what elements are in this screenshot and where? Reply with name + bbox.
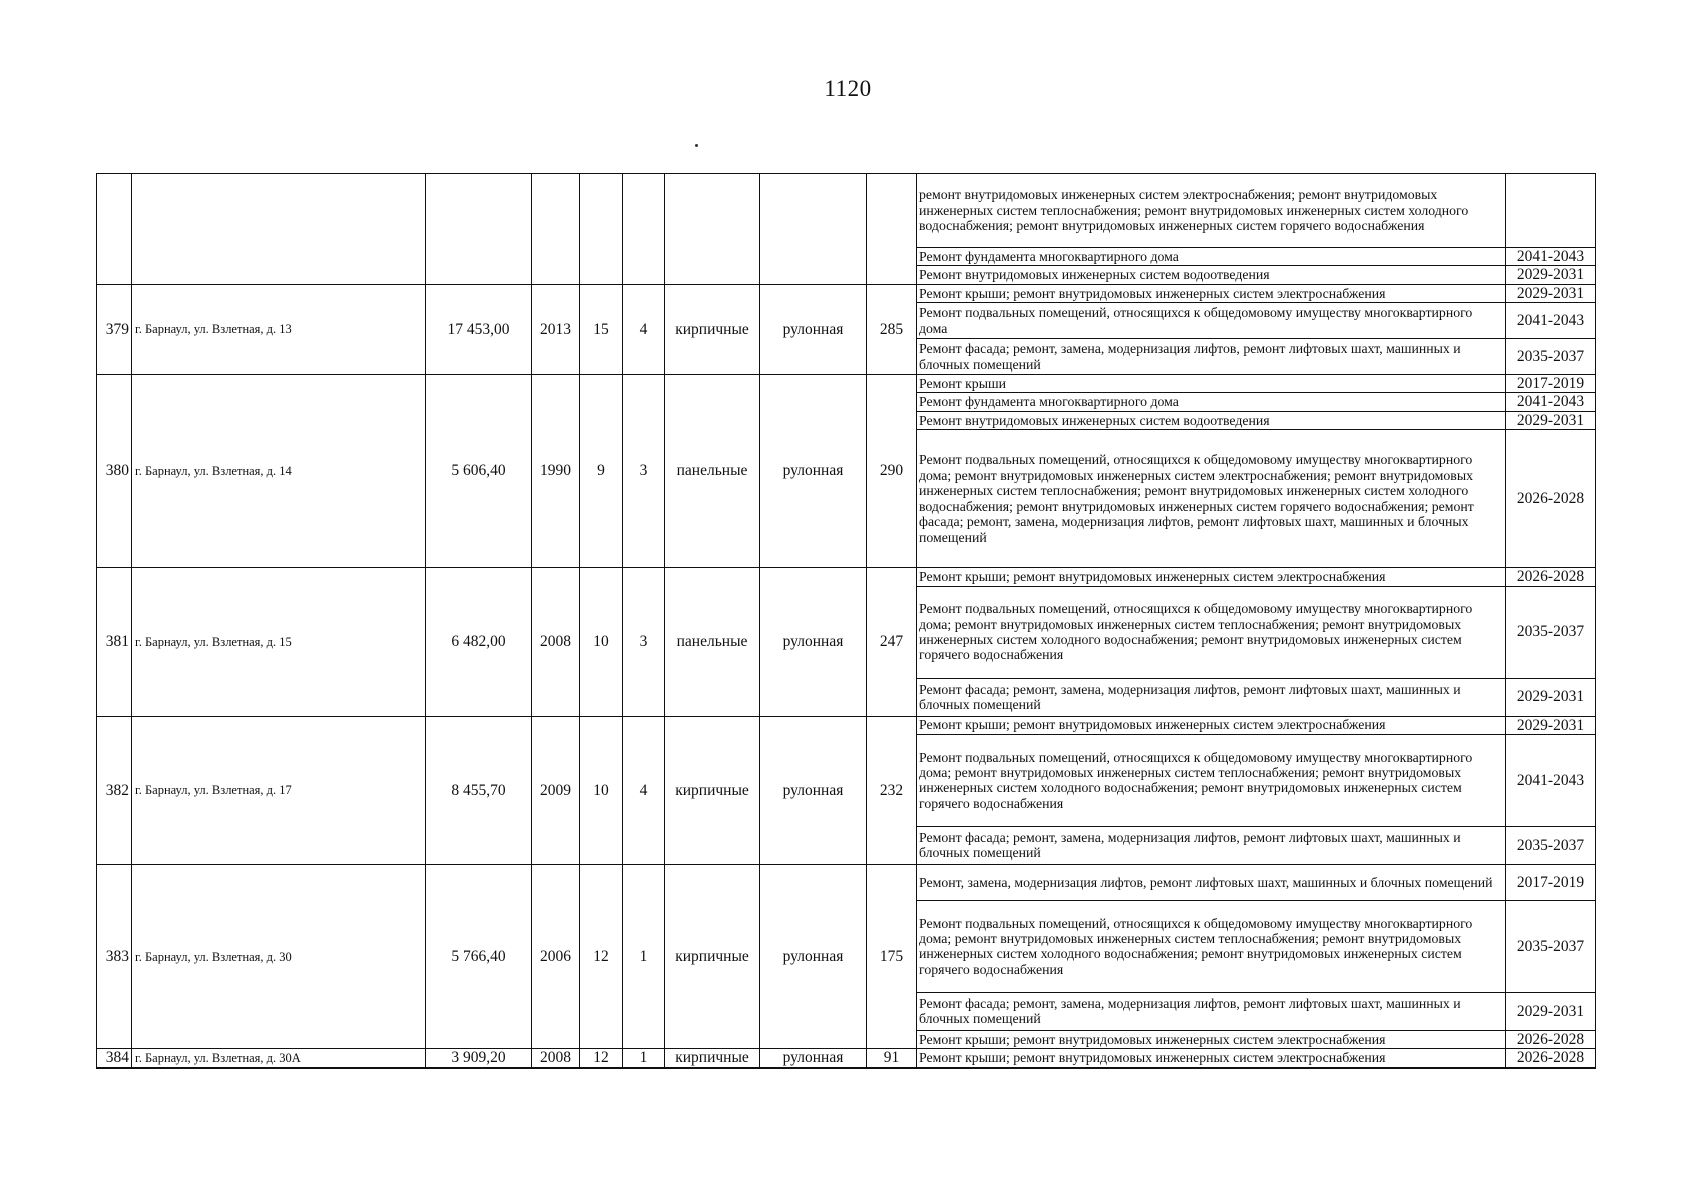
work-years: 2029-2031	[1506, 411, 1596, 429]
address: г. Барнаул, ул. Взлетная, д. 15	[132, 568, 426, 716]
entrances-count: 4	[623, 716, 665, 864]
work-description: Ремонт крыши; ремонт внутридомовых инженерных систем электроснабжения	[917, 284, 1506, 302]
table-row	[97, 1049, 1596, 1068]
build-year: 2006	[532, 864, 580, 1048]
roof-type: рулонная	[760, 716, 867, 864]
continuation-empty-cell	[97, 174, 132, 285]
work-description: Ремонт фасада; ремонт, замена, модернизация лифтов, ремонт лифтовых шахт, машинных и блочных помещений	[917, 339, 1506, 375]
work-description: Ремонт фасада; ремонт, замена, модернизация лифтов, ремонт лифтовых шахт, машинных и блочных помещений	[917, 826, 1506, 864]
address: г. Барнаул, ул. Взлетная, д. 13	[132, 284, 426, 374]
continuation-empty-cell	[665, 174, 760, 285]
work-description: Ремонт крыши; ремонт внутридомовых инженерных систем электроснабжения	[917, 1030, 1506, 1048]
residents-count: 91	[867, 1049, 917, 1068]
work-years: 2017-2019	[1506, 375, 1596, 393]
continuation-empty-cell	[132, 174, 426, 285]
work-years: 2017-2019	[1506, 864, 1596, 900]
work-years: 2029-2031	[1506, 266, 1596, 284]
row-number: 384	[97, 1049, 132, 1068]
continuation-empty-cell	[426, 174, 532, 285]
wall-material: панельные	[665, 568, 760, 716]
entrances-count: 1	[623, 1049, 665, 1068]
total-area: 5 766,40	[426, 864, 532, 1048]
work-description: Ремонт подвальных помещений, относящихся к общедомовому имуществу многоквартирного дома; ремонт внутридомовых инженерных систем теплоснабжения; ремонт внутридомовых инженерных систем холодного водоснабжения; ремонт внутридомовых инженерных систем горячего водоснабжения	[917, 900, 1506, 992]
address: г. Барнаул, ул. Взлетная, д. 30А	[132, 1049, 426, 1068]
entrances-count: 3	[623, 568, 665, 716]
row-number: 383	[97, 864, 132, 1048]
continuation-empty-cell	[580, 174, 623, 285]
build-year: 2008	[532, 568, 580, 716]
table-row	[97, 375, 1596, 393]
work-years: 2029-2031	[1506, 992, 1596, 1030]
capital-repair-table	[96, 173, 1596, 1069]
work-description: Ремонт крыши; ремонт внутридомовых инженерных систем электроснабжения	[917, 716, 1506, 734]
work-years: 2035-2037	[1506, 826, 1596, 864]
total-area: 8 455,70	[426, 716, 532, 864]
wall-material: кирпичные	[665, 1049, 760, 1068]
roof-type: рулонная	[760, 284, 867, 374]
work-years: 2041-2043	[1506, 303, 1596, 339]
table-row	[97, 864, 1596, 900]
work-description: Ремонт крыши	[917, 375, 1506, 393]
floors-count: 10	[580, 568, 623, 716]
residents-count: 247	[867, 568, 917, 716]
table-row	[97, 284, 1596, 302]
work-years: 2026-2028	[1506, 430, 1596, 568]
work-description: Ремонт подвальных помещений, относящихся к общедомовому имуществу многоквартирного дома; ремонт внутридомовых инженерных систем теплоснабжения; ремонт внутридомовых инженерных систем холодного водоснабжения; ремонт внутридомовых инженерных систем горячего водоснабжения	[917, 586, 1506, 678]
work-description: Ремонт внутридомовых инженерных систем водоотведения	[917, 411, 1506, 429]
wall-material: кирпичные	[665, 284, 760, 374]
work-years: 2029-2031	[1506, 716, 1596, 734]
page-number: 1120	[824, 76, 872, 101]
work-years: 2029-2031	[1506, 284, 1596, 302]
wall-material: кирпичные	[665, 864, 760, 1048]
work-description: Ремонт подвальных помещений, относящихся к общедомовому имуществу многоквартирного дома	[917, 303, 1506, 339]
residents-count: 290	[867, 375, 917, 568]
work-years: 2035-2037	[1506, 339, 1596, 375]
entrances-count: 1	[623, 864, 665, 1048]
roof-type: рулонная	[760, 1049, 867, 1068]
total-area: 17 453,00	[426, 284, 532, 374]
wall-material: кирпичные	[665, 716, 760, 864]
residents-count: 232	[867, 716, 917, 864]
floors-count: 12	[580, 864, 623, 1048]
work-years: 2029-2031	[1506, 678, 1596, 716]
scan-speck	[695, 144, 698, 147]
residents-count: 285	[867, 284, 917, 374]
work-description: Ремонт фундамента многоквартирного дома	[917, 393, 1506, 411]
work-description: Ремонт фундамента многоквартирного дома	[917, 248, 1506, 266]
row-number: 382	[97, 716, 132, 864]
work-years: 2041-2043	[1506, 734, 1596, 826]
work-years: 2041-2043	[1506, 248, 1596, 266]
roof-type: рулонная	[760, 568, 867, 716]
total-area: 5 606,40	[426, 375, 532, 568]
floors-count: 15	[580, 284, 623, 374]
continuation-empty-cell	[760, 174, 867, 285]
address: г. Барнаул, ул. Взлетная, д. 30	[132, 864, 426, 1048]
wall-material: панельные	[665, 375, 760, 568]
build-year: 1990	[532, 375, 580, 568]
floors-count: 10	[580, 716, 623, 864]
continuation-empty-cell	[867, 174, 917, 285]
roof-type: рулонная	[760, 375, 867, 568]
address: г. Барнаул, ул. Взлетная, д. 17	[132, 716, 426, 864]
build-year: 2008	[532, 1049, 580, 1068]
table-row	[97, 716, 1596, 734]
table-row	[97, 568, 1596, 586]
row-number: 381	[97, 568, 132, 716]
floors-count: 12	[580, 1049, 623, 1068]
work-description: Ремонт подвальных помещений, относящихся к общедомовому имуществу многоквартирного дома; ремонт внутридомовых инженерных систем теплоснабжения; ремонт внутридомовых инженерных систем холодного водоснабжения; ремонт внутридомовых инженерных систем горячего водоснабжения	[917, 734, 1506, 826]
work-years: 2035-2037	[1506, 586, 1596, 678]
build-year: 2009	[532, 716, 580, 864]
work-years: 2035-2037	[1506, 900, 1596, 992]
continuation-empty-cell	[623, 174, 665, 285]
work-years: 2041-2043	[1506, 393, 1596, 411]
work-description: Ремонт подвальных помещений, относящихся к общедомовому имуществу многоквартирного дома; ремонт внутридомовых инженерных систем электроснабжения; ремонт внутридомовых инженерных систем теплоснабжения; ремонт внутридомовых инженерных систем холодного водоснабжения; ремонт внутридомовых инженерных систем горячего водоснабжения; ремонт фасада; ремонт, замена, модернизация лифтов, ремонт лифтовых шахт, машинных и блочных помещений	[917, 430, 1506, 568]
work-description: Ремонт крыши; ремонт внутридомовых инженерных систем электроснабжения	[917, 568, 1506, 586]
build-year: 2013	[532, 284, 580, 374]
row-number: 380	[97, 375, 132, 568]
work-description: Ремонт, замена, модернизация лифтов, ремонт лифтовых шахт, машинных и блочных помещений	[917, 864, 1506, 900]
continuation-row	[97, 174, 1596, 248]
address: г. Барнаул, ул. Взлетная, д. 14	[132, 375, 426, 568]
row-number: 379	[97, 284, 132, 374]
entrances-count: 3	[623, 375, 665, 568]
work-description: Ремонт фасада; ремонт, замена, модернизация лифтов, ремонт лифтовых шахт, машинных и блочных помещений	[917, 678, 1506, 716]
work-years	[1506, 174, 1596, 248]
continuation-empty-cell	[532, 174, 580, 285]
work-description: Ремонт крыши; ремонт внутридомовых инженерных систем электроснабжения	[917, 1049, 1506, 1068]
work-years: 2026-2028	[1506, 1030, 1596, 1048]
work-years: 2026-2028	[1506, 568, 1596, 586]
total-area: 3 909,20	[426, 1049, 532, 1068]
entrances-count: 4	[623, 284, 665, 374]
work-description: Ремонт фасада; ремонт, замена, модернизация лифтов, ремонт лифтовых шахт, машинных и блочных помещений	[917, 992, 1506, 1030]
table-body	[97, 174, 1596, 1068]
work-years: 2026-2028	[1506, 1049, 1596, 1068]
total-area: 6 482,00	[426, 568, 532, 716]
floors-count: 9	[580, 375, 623, 568]
work-description: Ремонт внутридомовых инженерных систем водоотведения	[917, 266, 1506, 284]
residents-count: 175	[867, 864, 917, 1048]
roof-type: рулонная	[760, 864, 867, 1048]
work-description: ремонт внутридомовых инженерных систем электроснабжения; ремонт внутридомовых инженерных систем теплоснабжения; ремонт внутридомовых инженерных систем холодного водоснабжения; ремонт внутридомовых инженерных систем горячего водоснабжения	[917, 174, 1506, 248]
